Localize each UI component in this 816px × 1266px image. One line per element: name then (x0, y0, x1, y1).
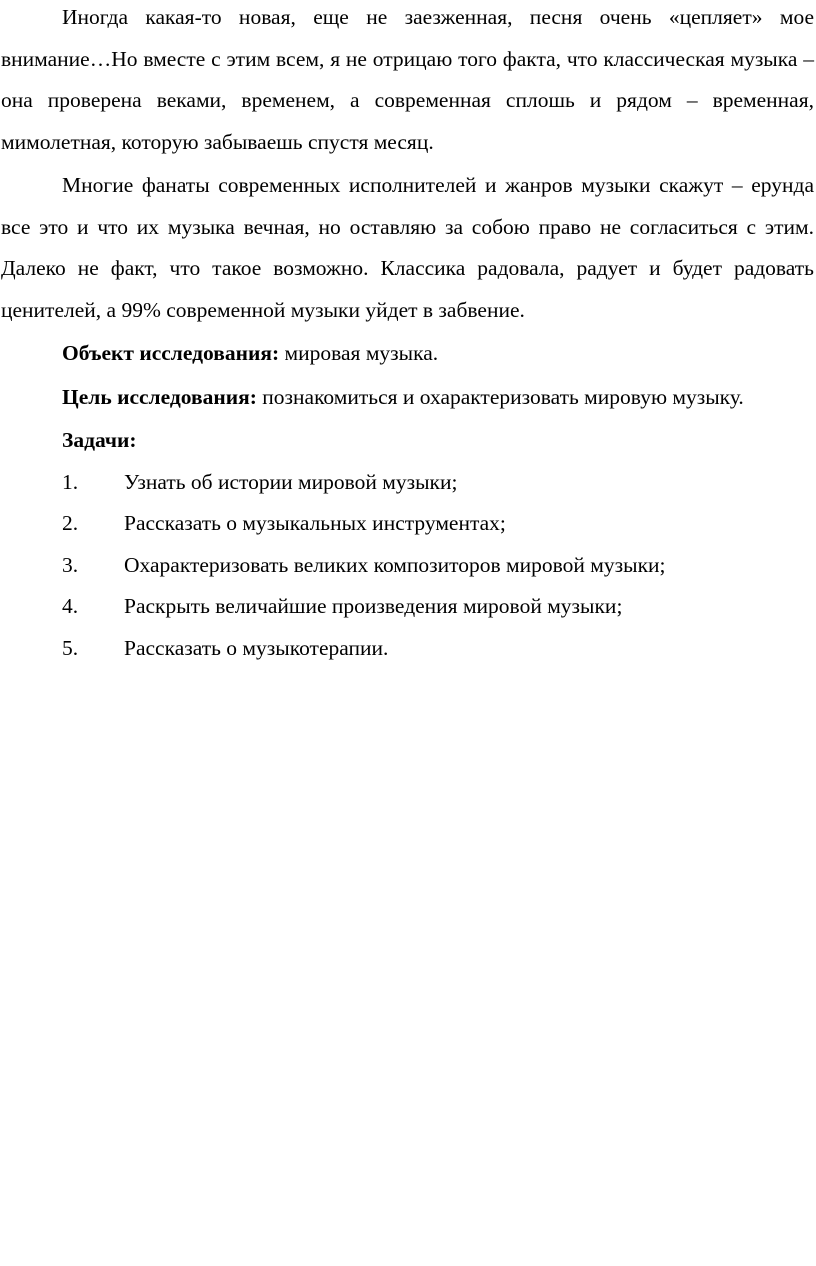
intro-paragraph-1: Иногда какая-то новая, еще не заезженная, песня очень «цепляет» мое внимание…Но вместе с этим всем, я не отрицаю того факта, что классическая музыка – она проверена веками, временем, а современная сплошь и рядом – временная, мимолетная, которую забываешь спустя месяц. (1, 5, 814, 154)
list-item-number: 2. (62, 511, 79, 535)
list-item-number: 5. (62, 635, 79, 660)
list-item (1, 586, 814, 628)
research-object-label: Объект исследования: (62, 341, 280, 365)
list-item-text: Узнать об истории мировой музыки; (124, 469, 458, 494)
list-item-text: Рассказать о музыкотерапии. (124, 635, 389, 660)
list-item (1, 503, 814, 545)
research-object-text: мировая музыка. (279, 341, 439, 365)
list-item-number: 1. (62, 469, 79, 494)
list-item-number: 4. (62, 594, 79, 618)
list-item-text: Рассказать о музыкальных инструментах; (124, 511, 506, 535)
document-body (1, 0, 814, 669)
tasks-label: Задачи: (62, 428, 137, 452)
list-item-text: Охарактеризовать великих композиторов мировой музыки; (124, 552, 666, 577)
tasks-list (1, 462, 814, 670)
tasks-heading (1, 420, 814, 462)
list-item (1, 628, 814, 670)
research-goal-label: Цель исследования: (62, 384, 257, 409)
research-goal-paragraph (1, 377, 814, 419)
research-object-paragraph (1, 333, 814, 375)
list-item (1, 462, 814, 504)
list-item-text: Раскрыть величайшие произведения мировой музыки; (124, 594, 623, 618)
list-item-number: 3. (62, 552, 79, 577)
research-goal-text: познакомиться и охарактеризовать мировую музыку. (256, 384, 744, 409)
intro-paragraph-2: Многие фанаты современных исполнителей и жанров музыки скажут – ерунда все это и что их музыка вечная, но оставляю за собою право не согласиться с этим. Далеко не факт, что такое возможно. Классика радовала, радует и будет радовать ценителей, а 99% современной музыки уйдет в забвение. (1, 173, 814, 322)
list-item (1, 545, 814, 587)
